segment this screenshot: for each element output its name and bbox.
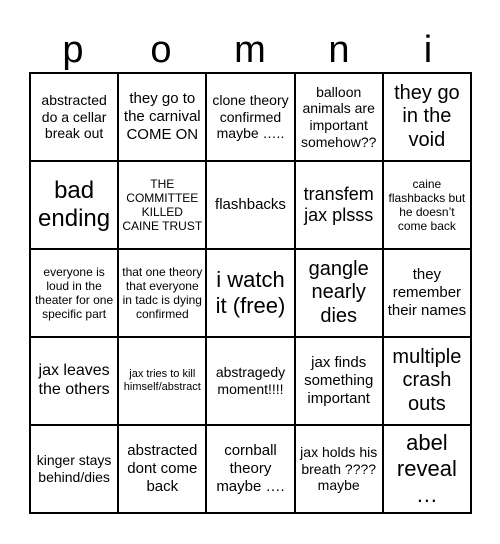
- bingo-cell[interactable]: cornball theory maybe ….: [206, 425, 294, 513]
- bingo-cell[interactable]: they go to the carnival COME ON: [118, 73, 206, 161]
- bingo-cell[interactable]: kinger stays behind/dies: [30, 425, 118, 513]
- bingo-cell[interactable]: abstracted do a cellar break out: [30, 73, 118, 161]
- header-letter-i: i: [423, 29, 433, 71]
- bingo-cell[interactable]: clone theory confirmed maybe …..: [206, 73, 294, 161]
- bingo-cell[interactable]: caine flashbacks but he doesn’t come back: [383, 161, 471, 249]
- bingo-cell[interactable]: abstragedy moment!!!!: [206, 337, 294, 425]
- header-letter-n: n: [328, 29, 350, 71]
- bingo-cell[interactable]: abstracted dont come back: [118, 425, 206, 513]
- header-letter-p: p: [62, 29, 84, 71]
- bingo-cell[interactable]: multiple crash outs: [383, 337, 471, 425]
- bingo-cell[interactable]: jax leaves the others: [30, 337, 118, 425]
- bingo-cell[interactable]: THE COMMITTEE KILLED CAINE TRUST: [118, 161, 206, 249]
- bingo-cell[interactable]: that one theory that everyone in tadc is dying confirmed: [118, 249, 206, 337]
- header-letter-m: m: [234, 29, 266, 71]
- bingo-cell[interactable]: they remember their names: [383, 249, 471, 337]
- bingo-cell[interactable]: balloon animals are important somehow??: [295, 73, 383, 161]
- bingo-cell[interactable]: bad ending: [30, 161, 118, 249]
- bingo-cell[interactable]: jax finds something important: [295, 337, 383, 425]
- bingo-cell[interactable]: jax holds his breath ???? maybe: [295, 425, 383, 513]
- bingo-cell[interactable]: abel reveal …: [383, 425, 471, 513]
- bingo-cell[interactable]: flashbacks: [206, 161, 294, 249]
- header-letter-o: o: [150, 29, 172, 71]
- bingo-header: [29, 28, 472, 72]
- bingo-cell[interactable]: they go in the void: [383, 73, 471, 161]
- bingo-cell[interactable]: gangle nearly dies: [295, 249, 383, 337]
- bingo-cell[interactable]: transfem jax plsss: [295, 161, 383, 249]
- bingo-cell[interactable]: everyone is loud in the theater for one specific part: [30, 249, 118, 337]
- bingo-cell[interactable]: jax tries to kill himself/abstract: [118, 337, 206, 425]
- bingo-cell[interactable]: i watch it (free): [206, 249, 294, 337]
- bingo-grid: [29, 72, 472, 514]
